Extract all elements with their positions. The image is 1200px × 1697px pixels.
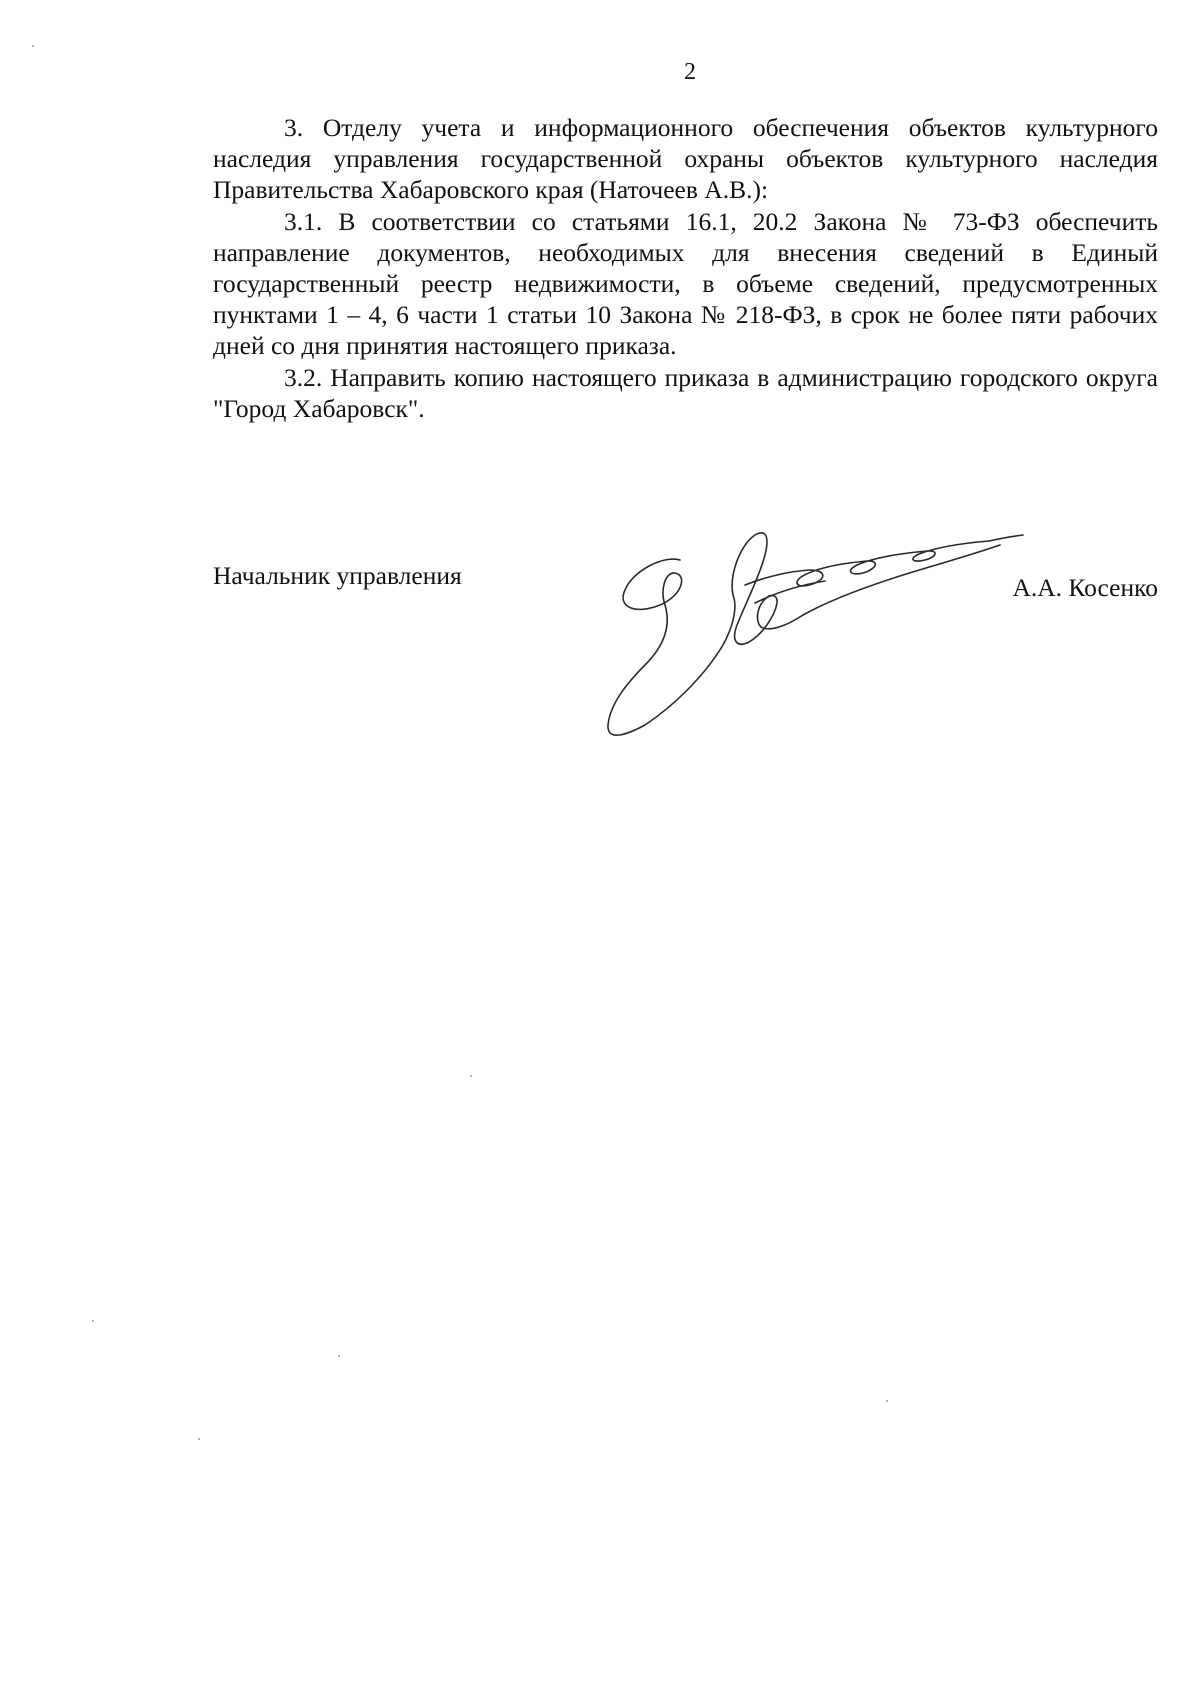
signature-block <box>213 560 1158 600</box>
signatory-name: А.А. Косенко <box>1012 573 1158 602</box>
page-number: 2 <box>684 59 696 85</box>
scan-speck <box>198 1438 200 1440</box>
paragraph-3: 3. Отделу учета и информационного обеспечения объектов культурного наследия управления государственной охраны объектов культурного наследия Правительства Хабаровского края (Наточеев А.В.): <box>213 113 1158 205</box>
scan-speck <box>886 1400 888 1402</box>
scan-speck <box>92 1320 94 1322</box>
paragraph-3-1: 3.1. В соответствии со статьями 16.1, 20.2 Закона № 73-ФЗ обеспечить направление документов, необходимых для внесения сведений в Единый государственный реестр недвижимости, в объеме сведений, предусмотренных пунктами 1 – 4, 6 части 1 статьи 10 Закона № 218-ФЗ, в срок не более пяти рабочих дней со дня принятия настоящего приказа. <box>213 206 1158 361</box>
handwritten-signature <box>605 515 1075 745</box>
document-body <box>213 112 1158 424</box>
scan-speck <box>32 45 34 47</box>
scan-speck <box>338 1355 340 1357</box>
signatory-position: Начальник управления <box>213 561 462 590</box>
paragraph-3-2: 3.2. Направить копию настоящего приказа в администрацию городского округа "Город Хабаровск". <box>213 362 1158 423</box>
scan-speck <box>470 1075 472 1077</box>
